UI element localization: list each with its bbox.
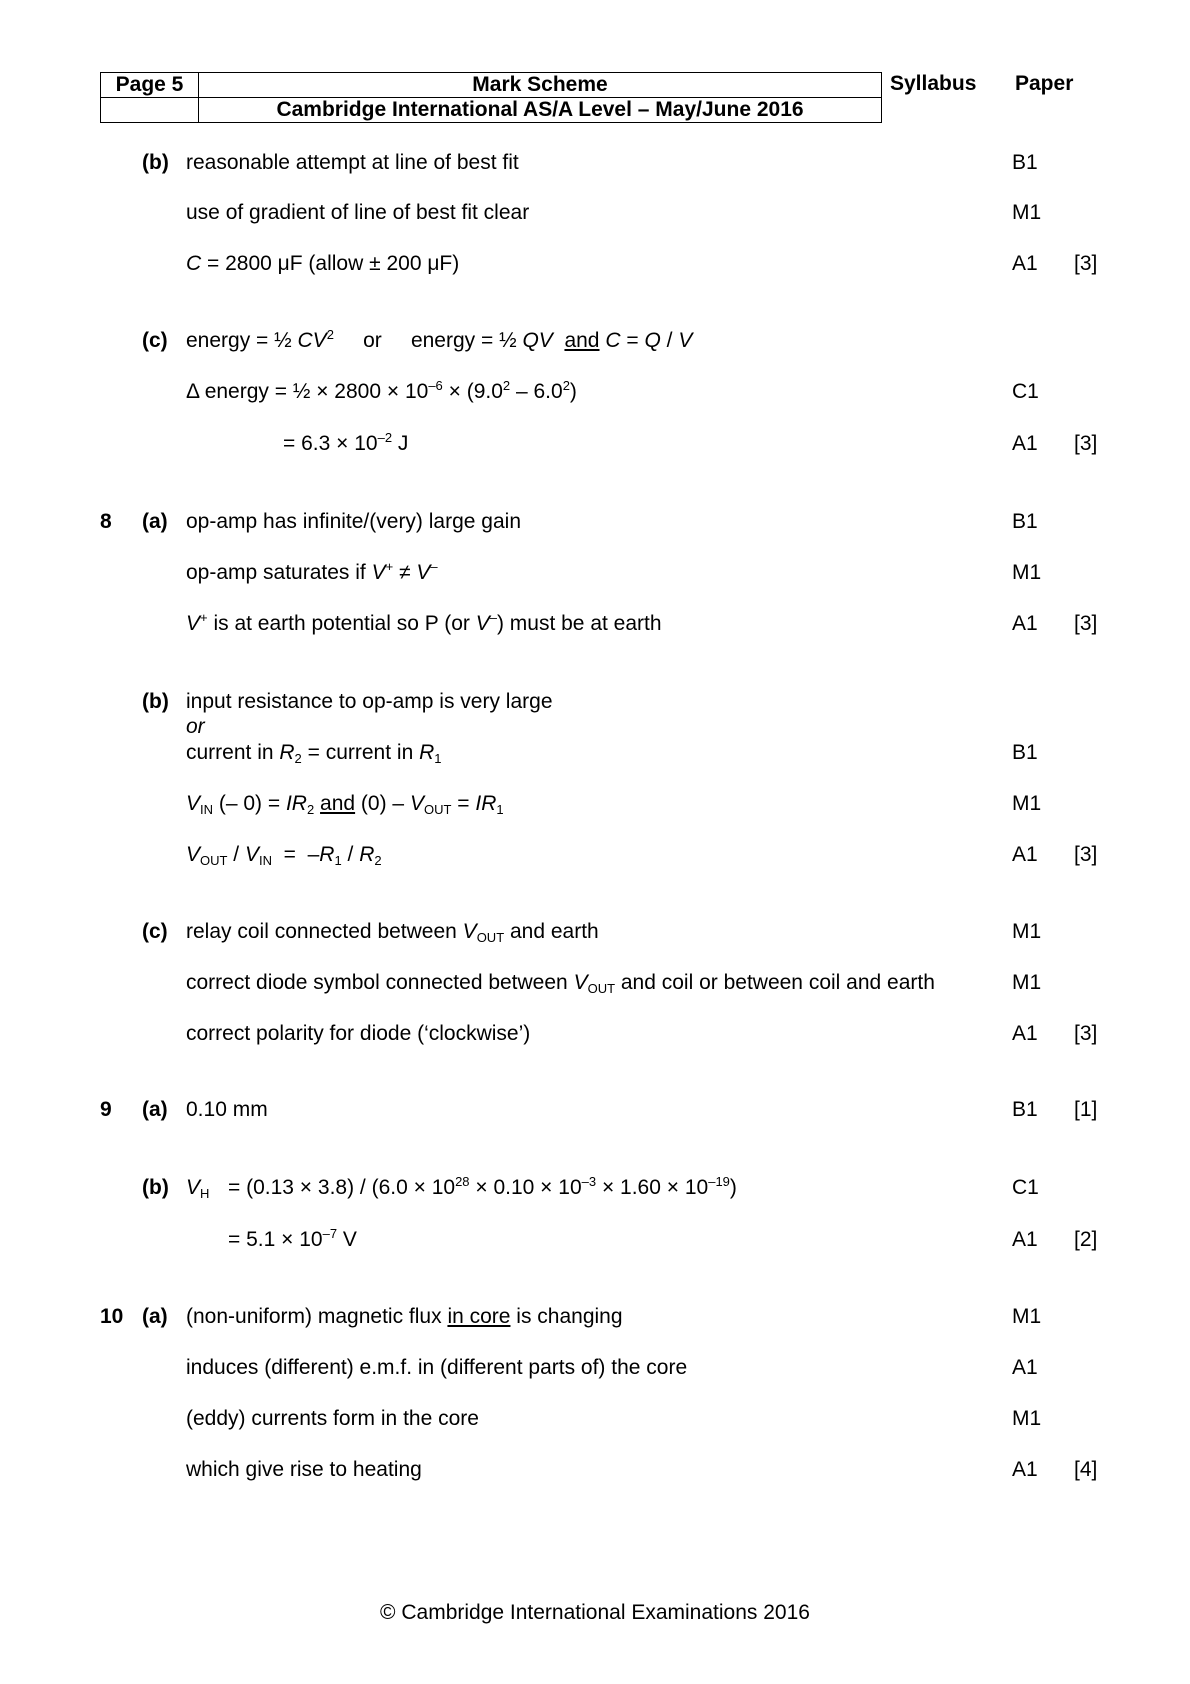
text: (0) – (355, 792, 410, 815)
total-marks: [3] (1074, 1022, 1098, 1045)
underlined-text: in core (447, 1305, 511, 1328)
text: (non-uniform) magnetic flux (186, 1305, 448, 1328)
superscript: + (385, 559, 394, 574)
text: / (660, 329, 679, 352)
answer-line (186, 843, 382, 867)
text: ) (729, 1176, 737, 1199)
symbol: V (678, 329, 693, 352)
text: J (392, 432, 409, 455)
symbol: CV (297, 329, 327, 352)
text: V (337, 1228, 357, 1251)
text: × (9.0 (442, 380, 503, 403)
mark: M1 (1012, 971, 1042, 994)
answer-line (228, 1176, 737, 1200)
text: relay coil connected between (186, 920, 463, 943)
symbol: C (186, 252, 202, 275)
superscript: – (430, 559, 438, 574)
underlined-text: and (320, 792, 356, 815)
total-marks: [1] (1074, 1098, 1098, 1121)
subscript: 1 (434, 751, 442, 766)
mark: M1 (1012, 561, 1042, 584)
answer-line (186, 741, 442, 765)
text: = – (272, 843, 320, 866)
paper-label: Paper (1015, 72, 1074, 95)
symbol: R (319, 843, 335, 866)
symbol: QV (522, 329, 553, 352)
superscript: –6 (428, 378, 443, 393)
mark: A1 (1012, 252, 1038, 275)
answer-line: (eddy) currents form in the core (186, 1407, 479, 1430)
symbol: V (462, 920, 477, 943)
answer-line (186, 792, 504, 816)
answer-line: 0.10 mm (186, 1098, 268, 1121)
text: ) (569, 380, 577, 403)
question-number: 8 (100, 510, 112, 533)
total-marks: [3] (1074, 252, 1098, 275)
superscript: + (200, 610, 208, 625)
symbol: V (186, 792, 201, 815)
total-marks: [3] (1074, 612, 1098, 635)
document-subtitle: Cambridge International AS/A Level – May/June 2016 (199, 98, 882, 123)
header-empty-cell (101, 98, 199, 123)
symbol: V (244, 843, 259, 866)
question-number: 9 (100, 1098, 112, 1121)
text: × 0.10 × 10 (469, 1176, 582, 1199)
question-number: 10 (100, 1305, 124, 1328)
answer-line: input resistance to op-amp is very large (186, 690, 553, 713)
symbol: R (279, 741, 295, 764)
mark: B1 (1012, 510, 1038, 533)
answer-line (283, 432, 408, 456)
symbol: R (419, 741, 435, 764)
text: = (451, 792, 476, 815)
part-label: (b) (142, 1176, 169, 1199)
part-label: (c) (142, 329, 168, 352)
subscript: 2 (374, 853, 382, 868)
total-marks: [3] (1074, 843, 1098, 866)
text: (– 0) = (213, 792, 286, 815)
superscript: 2 (562, 378, 570, 393)
syllabus-label: Syllabus (890, 72, 977, 95)
subscript: OUT (476, 930, 505, 945)
answer-line: reasonable attempt at line of best fit (186, 151, 519, 174)
symbol: V (186, 612, 201, 635)
text: = 6.3 × 10 (283, 432, 378, 455)
mark: A1 (1012, 1356, 1038, 1379)
text: is changing (510, 1305, 623, 1328)
symbol: Q (644, 329, 661, 352)
subscript: OUT (423, 802, 452, 817)
mark: A1 (1012, 1458, 1038, 1481)
symbol: V (409, 792, 424, 815)
subscript: OUT (200, 853, 228, 868)
answer-line (186, 971, 935, 995)
superscript: –3 (581, 1174, 597, 1189)
mark: C1 (1012, 1176, 1039, 1199)
text: = 5.1 × 10 (228, 1228, 323, 1251)
symbol: V (186, 1176, 201, 1199)
mark: M1 (1012, 1305, 1042, 1328)
part-label: (a) (142, 1098, 168, 1121)
subscript: OUT (587, 981, 616, 996)
total-marks: [2] (1074, 1228, 1098, 1251)
symbol: V (475, 612, 490, 635)
subscript: H (200, 1186, 210, 1201)
text: = current in (301, 741, 420, 764)
symbol: V (416, 561, 431, 584)
mark: A1 (1012, 1228, 1038, 1251)
part-label: (c) (142, 920, 168, 943)
text: and earth (504, 920, 599, 943)
text: is at earth potential so P (or (207, 612, 476, 635)
superscript: 2 (326, 327, 334, 342)
superscript: 28 (455, 1174, 470, 1189)
symbol: R (359, 843, 375, 866)
italic-text: or (186, 715, 205, 738)
mark: C1 (1012, 380, 1039, 403)
answer-line: correct polarity for diode (‘clockwise’) (186, 1022, 531, 1045)
text: correct diode symbol connected between (186, 971, 574, 994)
mark: M1 (1012, 920, 1042, 943)
underlined-text: and (564, 329, 600, 352)
symbol: C (605, 329, 621, 352)
text: current in (186, 741, 280, 764)
or-text (186, 715, 205, 739)
symbol: IR (285, 792, 307, 815)
answer-line (186, 1305, 623, 1329)
mark: M1 (1012, 792, 1042, 815)
symbol: V (371, 561, 386, 584)
symbol: V (186, 843, 201, 866)
total-marks: [3] (1074, 432, 1098, 455)
answer-line: induces (different) e.m.f. in (different parts of) the core (186, 1356, 688, 1379)
subscript: IN (259, 853, 272, 868)
text: / (341, 843, 360, 866)
text: ) must be at earth (496, 612, 662, 635)
subscript: 1 (496, 802, 504, 817)
mark: M1 (1012, 201, 1042, 224)
text: = (0.13 × 3.8) / (6.0 × 10 (228, 1176, 456, 1199)
mark: B1 (1012, 151, 1038, 174)
answer-line: use of gradient of line of best fit clear (186, 201, 530, 224)
text: = (620, 329, 645, 352)
subscript: 2 (306, 802, 315, 817)
answer-line (228, 1228, 357, 1252)
symbol: IR (475, 792, 497, 815)
answer-line (186, 329, 692, 353)
mark: A1 (1012, 1022, 1038, 1045)
subscript: IN (200, 802, 214, 817)
answer-line (186, 252, 459, 276)
superscript: 2 (502, 378, 511, 393)
superscript: – (489, 610, 497, 625)
superscript: –2 (377, 430, 393, 445)
part-label: (a) (142, 510, 168, 533)
total-marks: [4] (1074, 1458, 1098, 1481)
text: × 1.60 × 10 (596, 1176, 709, 1199)
superscript: –7 (322, 1226, 338, 1241)
answer-line (186, 380, 577, 404)
text: ≠ (393, 561, 417, 584)
subscript: 2 (294, 751, 302, 766)
mark: A1 (1012, 612, 1038, 635)
mark: A1 (1012, 432, 1038, 455)
text: op-amp saturates if (186, 561, 372, 584)
mark: B1 (1012, 741, 1038, 764)
header-table (100, 72, 882, 123)
text (553, 329, 565, 352)
answer-line (186, 612, 662, 636)
part-label: (b) (142, 690, 169, 713)
answer-line (186, 561, 438, 585)
document-title: Mark Scheme (199, 73, 882, 98)
page-number: Page 5 (101, 73, 199, 98)
answer-line: op-amp has infinite/(very) large gain (186, 510, 521, 533)
part-label: (b) (142, 151, 169, 174)
answer-line (186, 920, 599, 944)
symbol: V (573, 971, 588, 994)
part-label: (a) (142, 1305, 168, 1328)
text: and coil or between coil and earth (615, 971, 935, 994)
text: energy = ½ (186, 329, 298, 352)
text: – 6.0 (510, 380, 563, 403)
mark: B1 (1012, 1098, 1038, 1121)
symbol-vh (186, 1176, 209, 1200)
text: / (227, 843, 245, 866)
subscript: 1 (334, 853, 342, 868)
mark: A1 (1012, 843, 1038, 866)
copyright-footer: © Cambridge International Examinations 2016 (380, 1601, 810, 1624)
text: Δ energy = ½ × 2800 × 10 (186, 380, 429, 403)
text: or energy = ½ (333, 329, 523, 352)
superscript: –19 (708, 1174, 730, 1189)
mark: M1 (1012, 1407, 1042, 1430)
text: = 2800 μF (allow ± 200 μF) (201, 252, 460, 275)
answer-line: which give rise to heating (186, 1458, 422, 1481)
